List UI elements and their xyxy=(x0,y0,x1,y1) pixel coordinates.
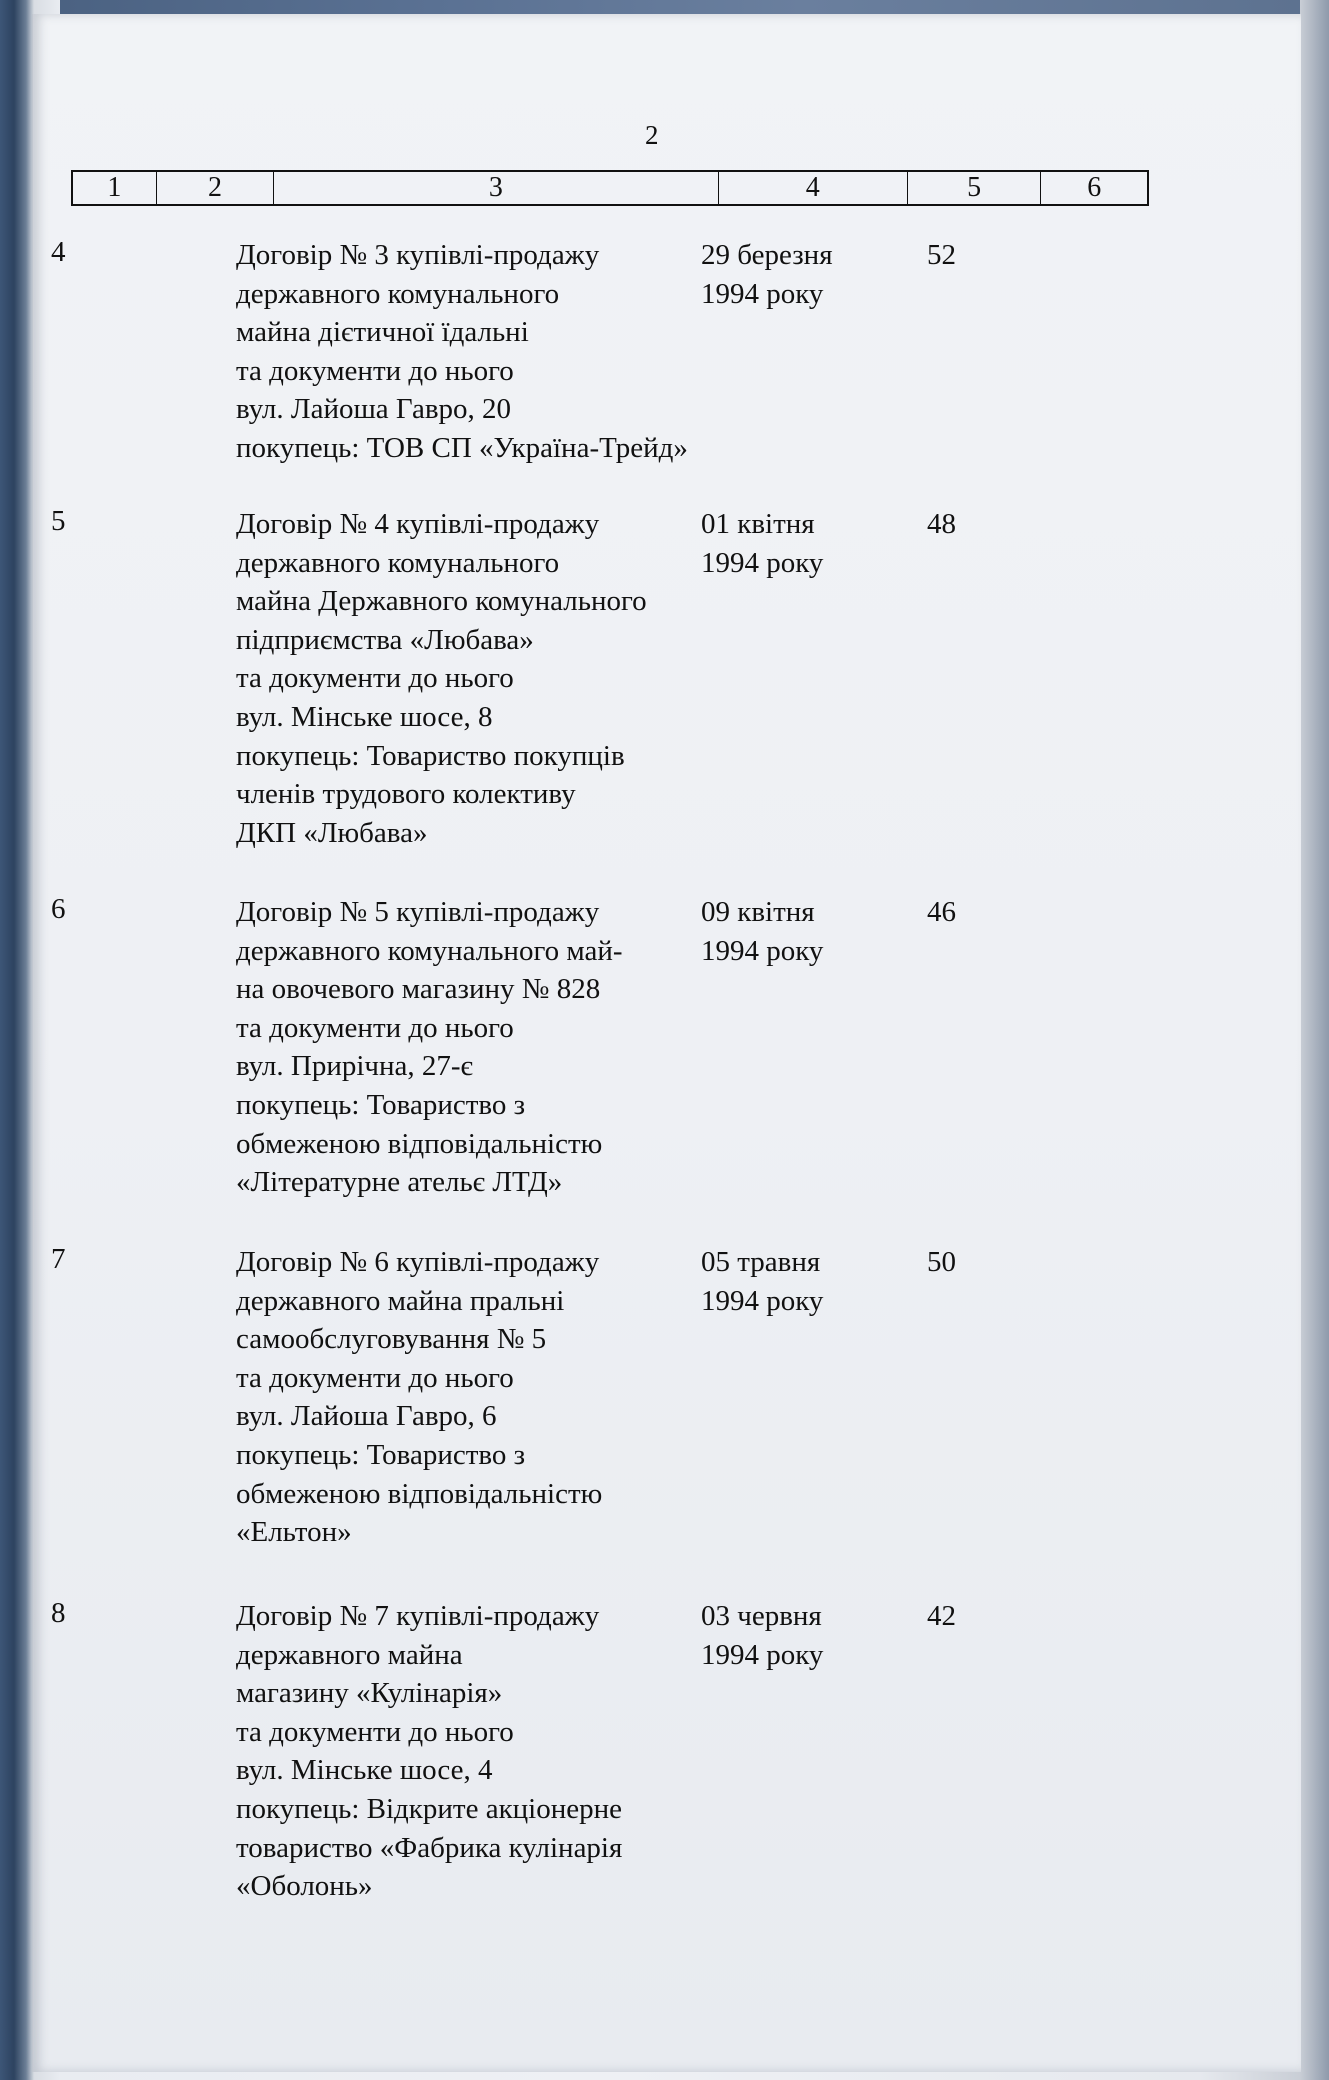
date-line: 1994 року xyxy=(701,1284,824,1317)
description-line: майна дієтичної їдальні xyxy=(236,316,529,349)
date-line: 03 червня xyxy=(701,1600,822,1632)
binding-edge xyxy=(60,0,1300,14)
entry-page-count: 48 xyxy=(927,508,956,540)
entry-description xyxy=(236,236,716,468)
description-line: та документи до нього xyxy=(236,1011,514,1044)
description-line: та документи до нього xyxy=(236,354,514,387)
description-line: та документи до нього xyxy=(236,1361,514,1394)
entry-date xyxy=(701,236,833,313)
description-line: державного комунального xyxy=(236,277,560,310)
entry-date xyxy=(701,1243,823,1320)
description-line: ДКП «Любава» xyxy=(236,816,428,849)
description-line: Договір № 3 купівлі-продажу xyxy=(236,239,600,271)
table-header-row xyxy=(71,170,1149,206)
date-line: 1994 року xyxy=(701,277,824,310)
description-line: покупець: Відкрите акціонерне xyxy=(236,1792,623,1825)
entry-date xyxy=(701,505,823,582)
date-line: 29 березня xyxy=(701,239,833,271)
description-line: обмеженою відповідальністю xyxy=(236,1127,603,1160)
entry-number: 5 xyxy=(51,505,66,537)
entry-description xyxy=(236,1243,716,1552)
entry-number: 8 xyxy=(51,1597,66,1629)
entry-number: 4 xyxy=(51,236,66,268)
description-line: вул. Мінське шосе, 4 xyxy=(236,1754,493,1787)
description-line: Договір № 5 купівлі-продажу xyxy=(236,896,600,928)
description-line: на овочевого магазину № 828 xyxy=(236,973,601,1006)
entry-description xyxy=(236,1597,716,1906)
description-line: покупець: Товариство з xyxy=(236,1438,526,1471)
entry-page-count: 42 xyxy=(927,1600,956,1632)
entry-page-count: 46 xyxy=(927,896,956,928)
description-line: вул. Лайоша Гавро, 20 xyxy=(236,393,512,426)
entry-number: 6 xyxy=(51,893,66,925)
description-line: вул. Мінське шосе, 8 xyxy=(236,700,493,733)
column-header-6: 6 xyxy=(1087,172,1102,203)
description-line: державного майна пральні xyxy=(236,1284,565,1317)
description-line: державного комунального xyxy=(236,546,560,579)
document-page xyxy=(32,14,1301,2072)
column-header-3: 3 xyxy=(274,172,718,204)
entry-number: 7 xyxy=(51,1243,66,1275)
description-line: покупець: ТОВ СП «Україна-Трейд» xyxy=(236,431,688,464)
description-line: державного майна xyxy=(236,1638,463,1671)
description-line: майна Державного комунального xyxy=(236,585,647,618)
description-line: та документи до нього xyxy=(236,662,514,695)
date-line: 05 травня xyxy=(701,1246,821,1278)
entry-description xyxy=(236,893,716,1202)
description-line: підприємства «Любава» xyxy=(236,623,534,656)
entry-page-count: 52 xyxy=(927,239,956,271)
column-header-2: 2 xyxy=(157,172,275,204)
column-header-4: 4 xyxy=(719,172,908,204)
description-line: «Літературне ательє ЛТД» xyxy=(236,1166,563,1199)
description-line: магазину «Кулінарія» xyxy=(236,1677,503,1710)
description-line: Договір № 6 купівлі-продажу xyxy=(236,1246,600,1278)
description-line: покупець: Товариство покупців xyxy=(236,739,625,772)
date-line: 1994 року xyxy=(701,934,824,967)
description-line: Договір № 7 купівлі-продажу xyxy=(236,1600,600,1632)
entry-page-count: 50 xyxy=(927,1246,956,1278)
description-line: вул. Прирічна, 27-є xyxy=(236,1050,473,1083)
description-line: та документи до нього xyxy=(236,1715,514,1748)
column-header-5: 5 xyxy=(908,172,1042,204)
page-number: 2 xyxy=(645,120,659,150)
description-line: товариство «Фабрика кулінарія xyxy=(236,1831,623,1864)
description-line: обмеженою відповідальністю xyxy=(236,1477,603,1510)
entry-date xyxy=(701,1597,823,1674)
description-line: покупець: Товариство з xyxy=(236,1088,526,1121)
date-line: 1994 року xyxy=(701,546,824,579)
entry-date xyxy=(701,893,823,970)
description-line: державного комунального май- xyxy=(236,934,623,967)
column-header-1: 1 xyxy=(73,172,157,204)
entry-description xyxy=(236,505,716,852)
date-line: 1994 року xyxy=(701,1638,824,1671)
description-line: «Оболонь» xyxy=(236,1870,373,1903)
description-line: Договір № 4 купівлі-продажу xyxy=(236,508,600,540)
date-line: 01 квітня xyxy=(701,508,815,540)
date-line: 09 квітня xyxy=(701,896,815,928)
description-line: самообслуговування № 5 xyxy=(236,1323,547,1356)
description-line: вул. Лайоша Гавро, 6 xyxy=(236,1400,497,1433)
description-line: членів трудового колективу xyxy=(236,778,576,811)
description-line: «Ельтон» xyxy=(236,1516,352,1549)
